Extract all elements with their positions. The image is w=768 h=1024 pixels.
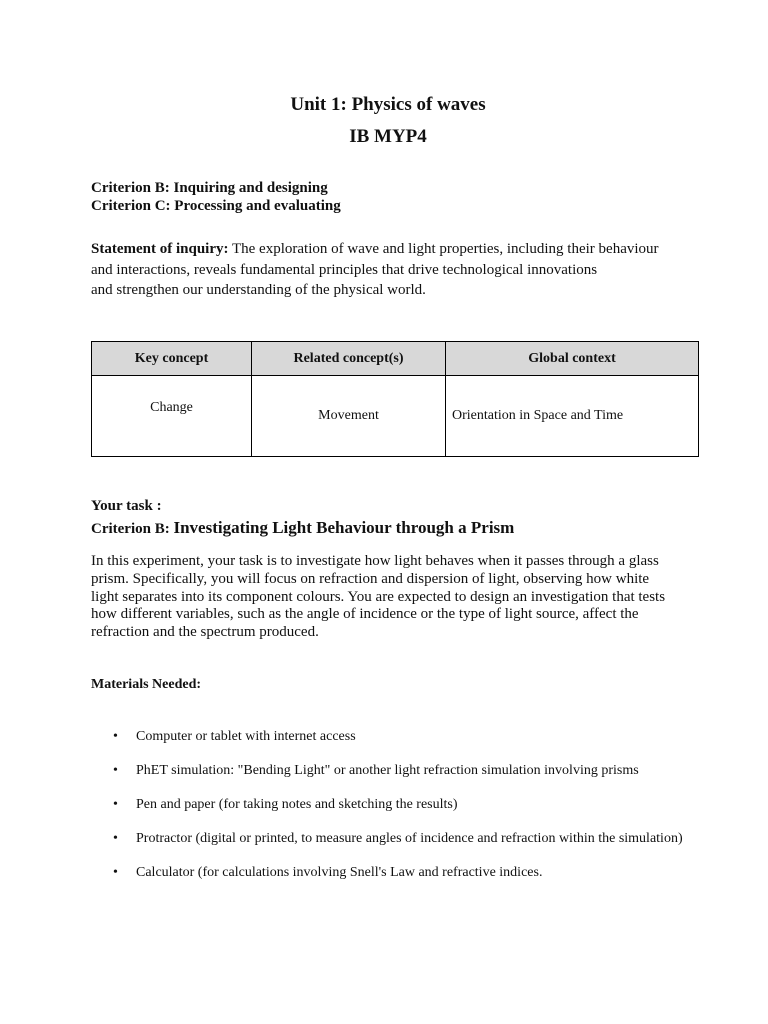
description-line: refraction and the spectrum produced. xyxy=(91,624,319,641)
table-header-row xyxy=(92,342,699,376)
statement-line-1 xyxy=(91,239,691,260)
statement-line-3: and strengthen our understanding of the physical world. xyxy=(91,282,426,298)
bullet-icon: • xyxy=(113,763,118,778)
header-related-concepts: Related concept(s) xyxy=(252,342,446,376)
bullet-icon: • xyxy=(113,797,118,812)
task-heading xyxy=(91,518,514,538)
page-subtitle: IB MYP4 xyxy=(349,126,427,147)
description-line: light separates into its component colours. You are expected to design an investigation that tests xyxy=(91,588,666,605)
statement-text-1: The exploration of wave and light properties, including their behaviour xyxy=(228,241,659,257)
page-title: Unit 1: Physics of waves xyxy=(290,94,486,115)
concepts-table xyxy=(91,341,699,457)
header-key-concept: Key concept xyxy=(92,342,252,376)
cell-key-concept: Change xyxy=(92,376,252,457)
statement-label: Statement of inquiry: xyxy=(91,241,229,257)
description-line: In this experiment, your task is to investigate how light behaves when it passes through a glass xyxy=(91,553,659,569)
cell-related-concept: Movement xyxy=(252,376,446,457)
task-criterion-label: Criterion B: xyxy=(91,521,174,537)
statement-of-inquiry xyxy=(91,239,691,301)
materials-heading: Materials Needed: xyxy=(91,677,202,692)
criterion-b-heading: Criterion B: Inquiring and designing xyxy=(91,180,328,196)
table-row xyxy=(92,376,699,457)
cell-global-context: Orientation in Space and Time xyxy=(446,376,699,457)
list-item-text: Protractor (digital or printed, to measure angles of incidence and refraction within the simulation) xyxy=(136,831,683,846)
list-item-text: Calculator (for calculations involving Snell's Law and refractive indices. xyxy=(136,865,543,880)
your-task-label: Your task : xyxy=(91,498,162,514)
list-item-text: PhET simulation: "Bending Light" or another light refraction simulation involving prisms xyxy=(136,763,639,778)
list-item-text: Pen and paper (for taking notes and sketching the results) xyxy=(136,797,458,812)
task-description xyxy=(91,553,681,642)
statement-line-2: and interactions, reveals fundamental principles that drive technological innovations xyxy=(91,261,598,278)
bullet-icon: • xyxy=(113,865,118,880)
description-line: prism. Specifically, you will focus on refraction and dispersion of light, observing how white xyxy=(91,570,650,587)
list-item-text: Computer or tablet with internet access xyxy=(136,729,356,744)
description-line: how different variables, such as the angle of incidence or the type of light source, affect the xyxy=(91,606,639,623)
task-title: Investigating Light Behaviour through a Prism xyxy=(173,518,515,537)
criterion-c-heading: Criterion C: Processing and evaluating xyxy=(91,198,341,214)
bullet-icon: • xyxy=(113,831,118,846)
header-global-context: Global context xyxy=(446,342,699,376)
bullet-icon: • xyxy=(113,729,118,744)
